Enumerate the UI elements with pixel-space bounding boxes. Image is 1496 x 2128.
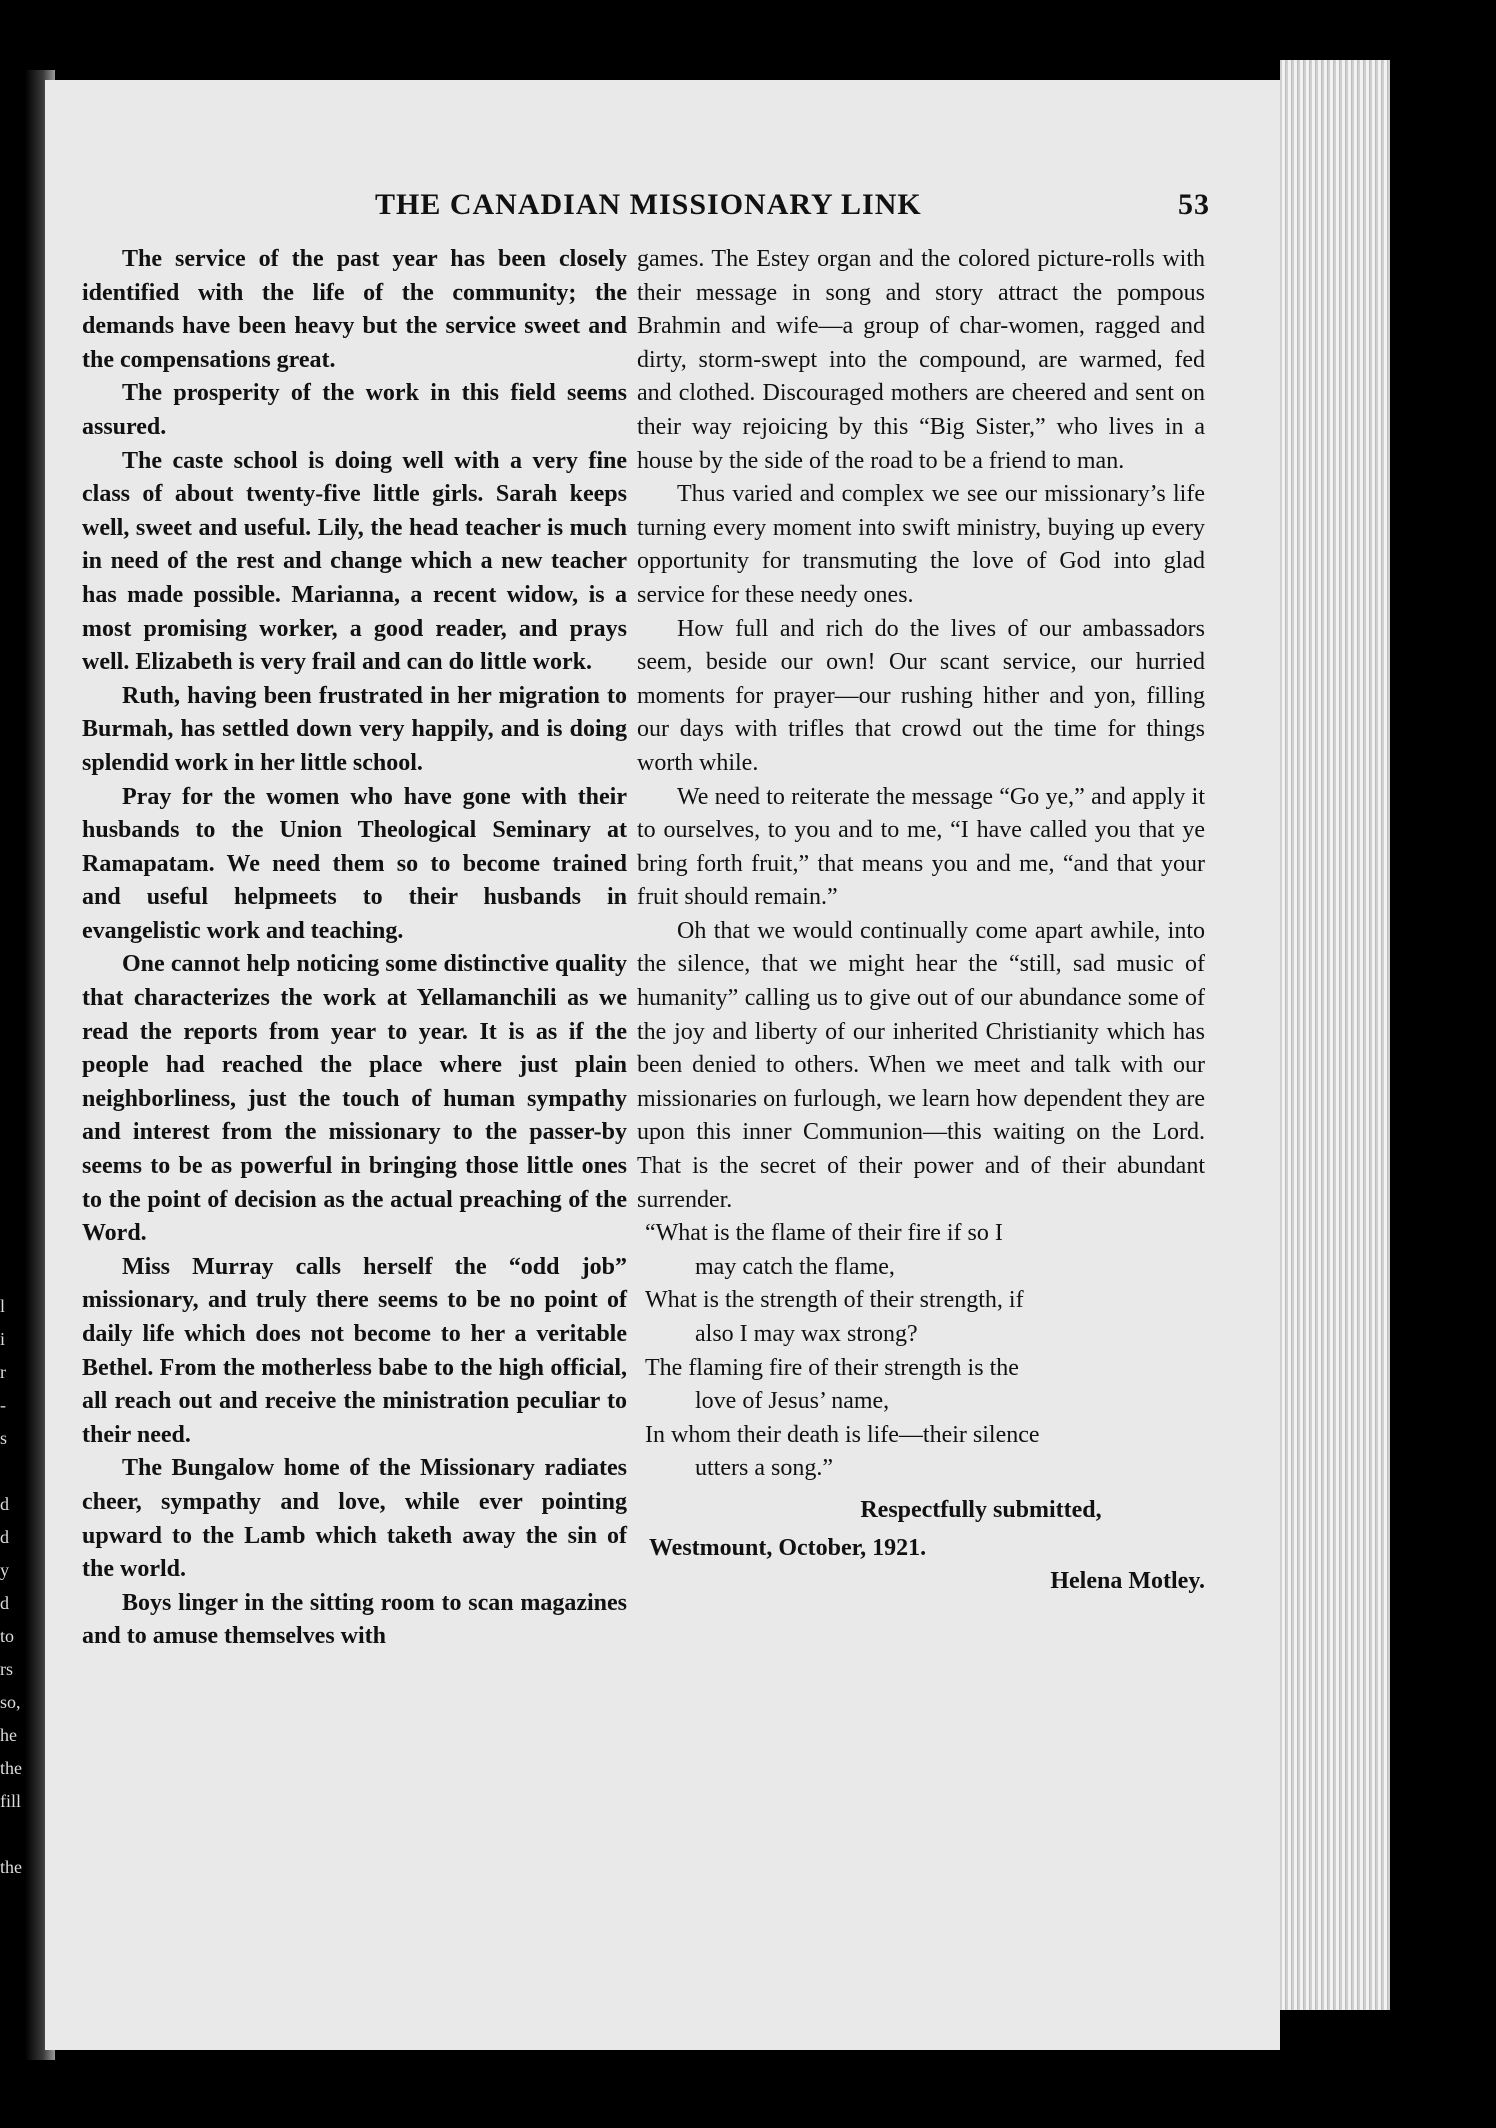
paragraph: Oh that we would continually come apart awhile, into the silence, that we might hear the “still, sad music of humanity” calling us to give out of our abundance some of the joy and liberty of our inherited Christianity which has been denied to others. When we meet and talk with our missionaries on furlough, we learn how dependent they are upon this inner Communion—this waiting on the Lord. That is the secret of their power and of their abundant surrender. — [637, 917, 1205, 1213]
paragraph: Ruth, having been frustrated in her migration to Burmah, has settled down very happily, and is doing splendid work in her little school. — [82, 682, 627, 776]
margin-fragment: rs — [0, 1659, 13, 1679]
poem-line-continuation: may catch the flame, — [695, 1253, 895, 1280]
paragraph: Pray for the women who have gone with their husbands to the Union Theological Seminary at Ramapatam. We need them so to become trained and useful helpmeets to their husbands in evangelistic work and teaching. — [82, 783, 627, 944]
paragraph: Miss Murray calls herself the “odd job” missionary, and truly there seems to be no point of daily life which does not become to her a veritable Bethel. From the motherless babe to the high official, all reach out and receive the ministration peculiar to their need. — [82, 1253, 627, 1448]
paragraph: How full and rich do the lives of our ambassadors seem, beside our own! Our scant service, our hurried moments for prayer—our rushing hither and yon, filling our days with trifles that crowd out the time for things worth while. — [637, 615, 1205, 776]
margin-fragment: d — [0, 1494, 9, 1514]
paragraph: We need to reiterate the message “Go ye,” and apply it to ourselves, to you and to me, “I have called you that ye bring forth fruit,” that means you and me, “and that your fruit should remain.” — [637, 783, 1205, 911]
running-header — [330, 188, 1210, 238]
margin-fragment: so, — [0, 1692, 21, 1712]
journal-title: THE CANADIAN MISSIONARY LINK — [375, 188, 922, 221]
margin-fragment: he — [0, 1725, 17, 1745]
paragraph: One cannot help noticing some distinctive quality that characterizes the work at Yellamanchili as we read the reports from year to year. It is as if the people had reached the place where just plain neighborliness, just the touch of human sympathy and interest from the missionary to the passer-by seems to be as powerful in bringing those little ones to the point of decision as the actual preaching of the Word. — [82, 951, 627, 1247]
margin-fragment — [0, 1455, 30, 1488]
poem-line: “What is the flame of their fire if so I — [645, 1220, 1003, 1247]
margin-fragment: l — [0, 1296, 6, 1316]
poem-line: What is the strength of their strength, if — [645, 1287, 1024, 1314]
paragraph: The service of the past year has been closely identified with the life of the community; the demands have been heavy but the service sweet and the compensations great. — [82, 246, 627, 373]
left-column — [82, 243, 627, 1654]
signature: Helena Motley. — [1050, 1568, 1205, 1595]
margin-fragment: d — [0, 1593, 9, 1613]
poem-line-continuation: utters a song.” — [695, 1455, 833, 1482]
paragraph: games. The Estey organ and the colored picture-rolls with their message in song and story attract the pompous Brahmin and wife—a group of char-women, ragged and dirty, storm-swept into the compound, are warmed, fed and clothed. Discouraged mothers are cheered and sent on their way rejoicing by this “Big Sister,” who lives in a house by the side of the road to be a friend to man. — [637, 246, 1205, 474]
paragraph: Thus varied and complex we see our missionary’s life turning every moment into swift ministry, buying up every opportunity for transmuting the love of God into glad service for these needy ones. — [637, 481, 1205, 608]
margin-fragment — [0, 1818, 30, 1851]
closing-line: Respectfully submitted, — [860, 1496, 1102, 1523]
margin-fragment: d — [0, 1527, 9, 1547]
page — [45, 80, 1280, 2050]
margin-fragment: to — [0, 1626, 15, 1646]
paragraph: Boys linger in the sitting room to scan magazines and to amuse themselves with — [82, 1589, 627, 1650]
book-page-edges — [1280, 60, 1390, 2010]
margin-fragment: s — [0, 1428, 8, 1448]
paragraph: The caste school is doing well with a very fine class of about twenty-five little girls. Sarah keeps well, sweet and useful. Lily, the head teacher is much in need of the rest and change which a new teacher has made possible. Marianna, a recent widow, is a most promising worker, a good reader, and prays well. Elizabeth is very frail and can do little work. — [82, 447, 627, 676]
paragraph: The Bungalow home of the Missionary radiates cheer, sympathy and love, while ever pointing upward to the Lamb which taketh away the sin of the world. — [82, 1455, 627, 1583]
margin-fragment: r — [0, 1362, 6, 1382]
paragraph: The prosperity of the work in this field seems assured. — [82, 380, 627, 440]
margin-fragment: fill — [0, 1791, 21, 1811]
poem-line: In whom their death is life—their silence — [645, 1421, 1040, 1448]
page-number: 53 — [1178, 188, 1210, 221]
place-date: Westmount, October, 1921. — [649, 1534, 927, 1561]
facing-page-margin — [0, 1290, 30, 1884]
poem-line-continuation: also I may wax strong? — [695, 1321, 918, 1347]
margin-fragment: i — [0, 1329, 6, 1349]
poem-line: The flaming fire of their strength is the — [645, 1354, 1019, 1381]
poem-line-continuation: love of Jesus’ name, — [695, 1388, 890, 1415]
margin-fragment: - — [0, 1395, 6, 1415]
poem — [637, 1217, 1205, 1486]
margin-fragment: the — [0, 1857, 22, 1877]
right-column — [637, 243, 1205, 1599]
margin-fragment: the — [0, 1758, 22, 1778]
margin-fragment: y — [0, 1560, 9, 1580]
